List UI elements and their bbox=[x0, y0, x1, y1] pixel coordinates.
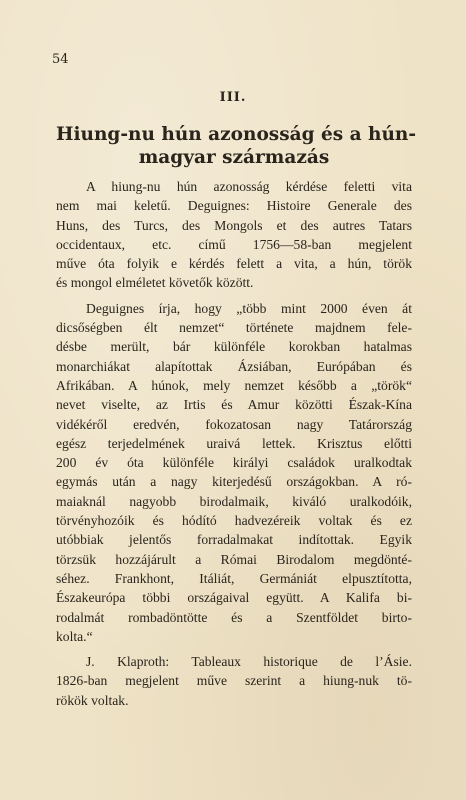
text-line: Északeurópa többi országaival együtt. A Kalifa bi- bbox=[56, 590, 412, 606]
text-line: J. Klaproth: Tableaux historique de l’Ásie. bbox=[86, 654, 412, 670]
text-line: vidékéről eredvén, fokozatosan nagy Tatárország bbox=[56, 416, 412, 432]
text-line: és mongol elméletet követők között. bbox=[56, 275, 254, 291]
paragraph-3 bbox=[56, 652, 412, 710]
paragraph-2 bbox=[56, 299, 412, 646]
text-line: 200 év óta különféle királyi családok uralkodtak bbox=[56, 455, 412, 471]
chapter-title-line: magyar származás bbox=[138, 147, 330, 168]
text-line: séhez. Frankhont, Itáliát, Germániát elpusztította, bbox=[56, 570, 412, 586]
text-line: maiaknál nagyobb birodalmaik, kiváló uralkodóik, bbox=[56, 493, 412, 509]
text-line: nem mai keletű. Deguignes: Histoire Generale des bbox=[56, 198, 412, 214]
text-line: monarchiákat alapítottak Ázsiában, Európában és bbox=[56, 358, 412, 374]
text-line: A hiung-nu hún azonosság kérdése feletti vita bbox=[86, 179, 412, 194]
text-line: nevet viselte, az Irtis és Amur közötti Észak-Kína bbox=[56, 397, 412, 413]
text-line: occidentaux, etc. című 1756—58-ban megjelent bbox=[56, 236, 412, 252]
chapter-title bbox=[56, 123, 417, 169]
chapter-number: III. bbox=[219, 90, 247, 105]
body-text bbox=[56, 177, 412, 716]
paragraph-1 bbox=[56, 177, 412, 293]
text-line: Huns, des Turcs, des Mongols et des autres Tatars bbox=[56, 217, 412, 233]
text-line: utóbbiak jelentős forradalmakat indítottak. Egyik bbox=[56, 532, 412, 548]
page-number: 54 bbox=[52, 52, 69, 67]
chapter-title-line: Hiung-nu hún azonosság és a hún- bbox=[56, 124, 417, 145]
text-line: műve óta folyik e kérdés felett a vita, a hún, török bbox=[56, 256, 412, 272]
text-line: egész terjedelmének uraivá lettek. Krisztus előtti bbox=[56, 435, 412, 451]
text-line: Afrikában. A húnok, mely nemzet később a „török“ bbox=[56, 377, 412, 393]
text-line: désbe merült, bár különféle korokban hatalmas bbox=[56, 339, 412, 355]
text-line: törzsük hozzájárult a Római Birodalom megdönté- bbox=[56, 551, 412, 567]
text-line: dicsőségben élt nemzet“ története majdnem fele- bbox=[56, 320, 412, 336]
text-line: rökök voltak. bbox=[56, 692, 129, 708]
text-line: rodalmát rombadöntötte és a Szentföldet birto- bbox=[56, 609, 412, 625]
text-line: törvényhozóik és hódító hadvezéreik voltak és ez bbox=[56, 513, 412, 529]
text-line: kolta.“ bbox=[56, 628, 93, 644]
text-line: Deguignes írja, hogy „több mint 2000 éven át bbox=[86, 300, 412, 316]
text-line: egymás után a nagy kiterjedésű országokban. A ró- bbox=[56, 474, 412, 490]
text-line: 1826-ban megjelent műve szerint a hiung-nuk tö- bbox=[56, 673, 412, 689]
